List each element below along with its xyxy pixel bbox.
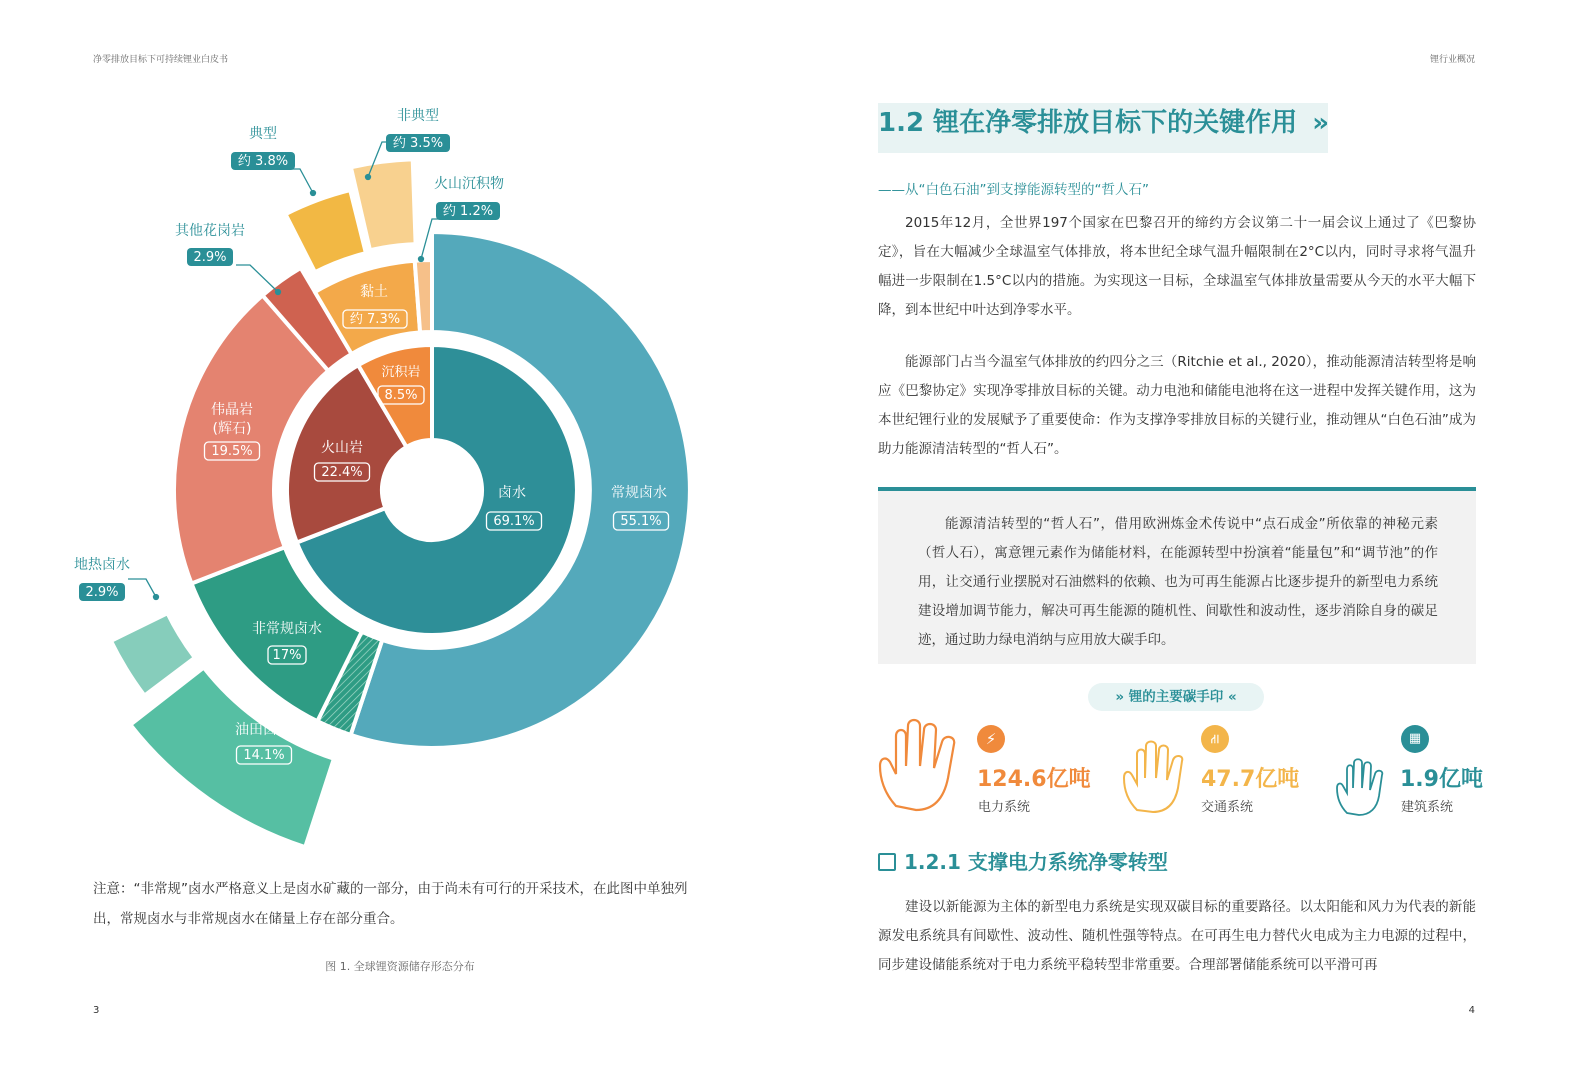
hand-outline-teal-icon bbox=[1334, 758, 1390, 816]
paragraph-1: 2015年12月，全世界197个国家在巴黎召开的缔约方会议第二十一届会议上通过了《巴黎协定》，旨在大幅减少全球温室气体排放，将本世纪全球气温升幅限制在2°C以内，同时寻求将气温升幅进一步限制在1.5°C以内的措施。为实现这一目标，全球温室气体排放量需要从今天的水平大幅下降，到本世纪中叶达到净零水平。 bbox=[878, 215, 1476, 318]
building-icon: ▦ bbox=[1401, 725, 1429, 753]
page-number-left: 3 bbox=[93, 1005, 100, 1016]
stat-label-power: 电力系统 bbox=[978, 800, 1031, 815]
value-brine: 69.1% bbox=[493, 514, 535, 529]
slice-typical bbox=[286, 190, 366, 272]
value-sedimentary-rock: 8.5% bbox=[384, 388, 418, 403]
paragraph-2: 能源部门占当今温室气体排放的约四分之三（Ritchie et al., 2020），推动能源清洁转型将是响应《巴黎协定》实现净零排放目标的关键。动力电池和储能电池将在这一进程中发挥关键作用，这为本世纪锂行业的发展赋予了重要使命：作为支撑净零排放目标的关键行业，推动锂从“白色石油”成为助力能源清洁转型的“哲人石”。 bbox=[878, 354, 1476, 457]
value-pegmatite: 19.5% bbox=[211, 444, 253, 459]
section-subheading: ——从“白色石油”到支撑能源转型的“哲人石” bbox=[878, 182, 1149, 198]
label-volcanic-rock: 火山岩 bbox=[321, 440, 363, 456]
value-conventional-brine: 55.1% bbox=[620, 514, 662, 529]
value-other-granite: 2.9% bbox=[193, 250, 227, 265]
value-oilfield-brine: 14.1% bbox=[243, 748, 285, 763]
label-other-granite: 其他花岗岩 bbox=[175, 223, 245, 239]
label-geothermal-brine: 地热卤水 bbox=[74, 557, 130, 573]
subsection-heading: 1.2.1 支撑电力系统净零转型 bbox=[878, 846, 1168, 875]
stat-label-building: 建筑系统 bbox=[1401, 800, 1454, 815]
carbon-handprint-pill: » 锂的主要碳手印 « bbox=[1088, 683, 1264, 711]
lightning-icon: ⚡ bbox=[977, 725, 1005, 753]
section-heading: 1.2 锂在净零排放目标下的关键作用 » bbox=[878, 108, 1329, 138]
resource-distribution-chart bbox=[0, 0, 790, 860]
value-atypical: 约 3.5% bbox=[392, 136, 444, 151]
figure-caption: 图 1. 全球锂资源储存形态分布 bbox=[325, 960, 475, 973]
slice-volcanic-sediment bbox=[415, 260, 432, 332]
hand-outline-yellow-icon bbox=[1121, 740, 1191, 814]
flag-icon bbox=[878, 853, 896, 871]
value-typical: 约 3.8% bbox=[237, 154, 289, 169]
hand-outline-orange-icon bbox=[876, 718, 966, 814]
label-typical: 典型 bbox=[249, 126, 277, 142]
stat-label-transport: 交通系统 bbox=[1201, 800, 1254, 815]
stat-value-transport: 47.7亿吨 bbox=[1201, 767, 1300, 792]
paragraph-3: 建设以新能源为主体的新型电力系统是实现双碳目标的重要路径。以太阳能和风力为代表的新能源发电系统具有间歇性、波动性、随机性强等特点。在可再生电力替代火电成为主力电源的过程中，同步建设储能系统对于电力系统平稳转型非常重要。合理部署储能系统可以平滑可再 bbox=[878, 899, 1476, 973]
value-clay: 约 7.3% bbox=[349, 312, 401, 327]
running-header-right: 锂行业概况 bbox=[1429, 55, 1475, 65]
leader-typical bbox=[292, 169, 313, 193]
label-atypical: 非典型 bbox=[397, 108, 439, 124]
value-unconventional-brine: 17% bbox=[272, 648, 302, 663]
label-clay: 黏土 bbox=[360, 284, 388, 300]
road-icon: ⛙ bbox=[1201, 725, 1229, 753]
running-header-left: 净零排放目标下可持续锂业白皮书 bbox=[93, 55, 229, 65]
double-chevron-icon: » bbox=[1312, 108, 1329, 138]
label-conventional-brine: 常规卤水 bbox=[611, 485, 667, 501]
label-pegmatite-line1: 伟晶岩 bbox=[211, 402, 253, 418]
label-volcanic-sediment: 火山沉积物 bbox=[434, 176, 504, 192]
callout-text: 能源清洁转型的“哲人石”，借用欧洲炼金术传说中“点石成金”所依靠的神秘元素（哲人石），寓意锂元素作为储能材料，在能源转型中扮演着“能量包”和“调节池”的作用，让交通行业摆脱对石油燃料的依赖、也为可再生能源占比逐步提升的新型电力系统建设增加调节能力，解决可再生能源的随机性、间歇性和波动性，逐步消除自身的碳足迹，通过助力绿电消纳与应用放大碳手印。 bbox=[918, 516, 1438, 648]
label-unconventional-brine: 非常规卤水 bbox=[252, 621, 322, 637]
value-volcanic-rock: 22.4% bbox=[321, 465, 363, 480]
stat-value-power: 124.6亿吨 bbox=[977, 767, 1091, 792]
label-pegmatite-line2: (辉石) bbox=[212, 421, 252, 437]
value-geothermal-brine: 2.9% bbox=[85, 585, 119, 600]
stat-value-building: 1.9亿吨 bbox=[1400, 767, 1483, 792]
leader-geothermal bbox=[128, 579, 156, 597]
label-oilfield-brine: 油田卤水 bbox=[235, 722, 291, 738]
chart-note: 注意：“非常规”卤水严格意义上是卤水矿藏的一部分，由于尚未有可行的开采技术，在此图中单独列出，常规卤水与非常规卤水在储量上存在部分重合。 bbox=[93, 881, 688, 927]
page-number-right: 4 bbox=[1468, 1005, 1475, 1016]
label-brine: 卤水 bbox=[498, 485, 526, 501]
value-volcanic-sediment: 约 1.2% bbox=[442, 204, 494, 219]
label-sedimentary-rock: 沉积岩 bbox=[381, 365, 421, 380]
